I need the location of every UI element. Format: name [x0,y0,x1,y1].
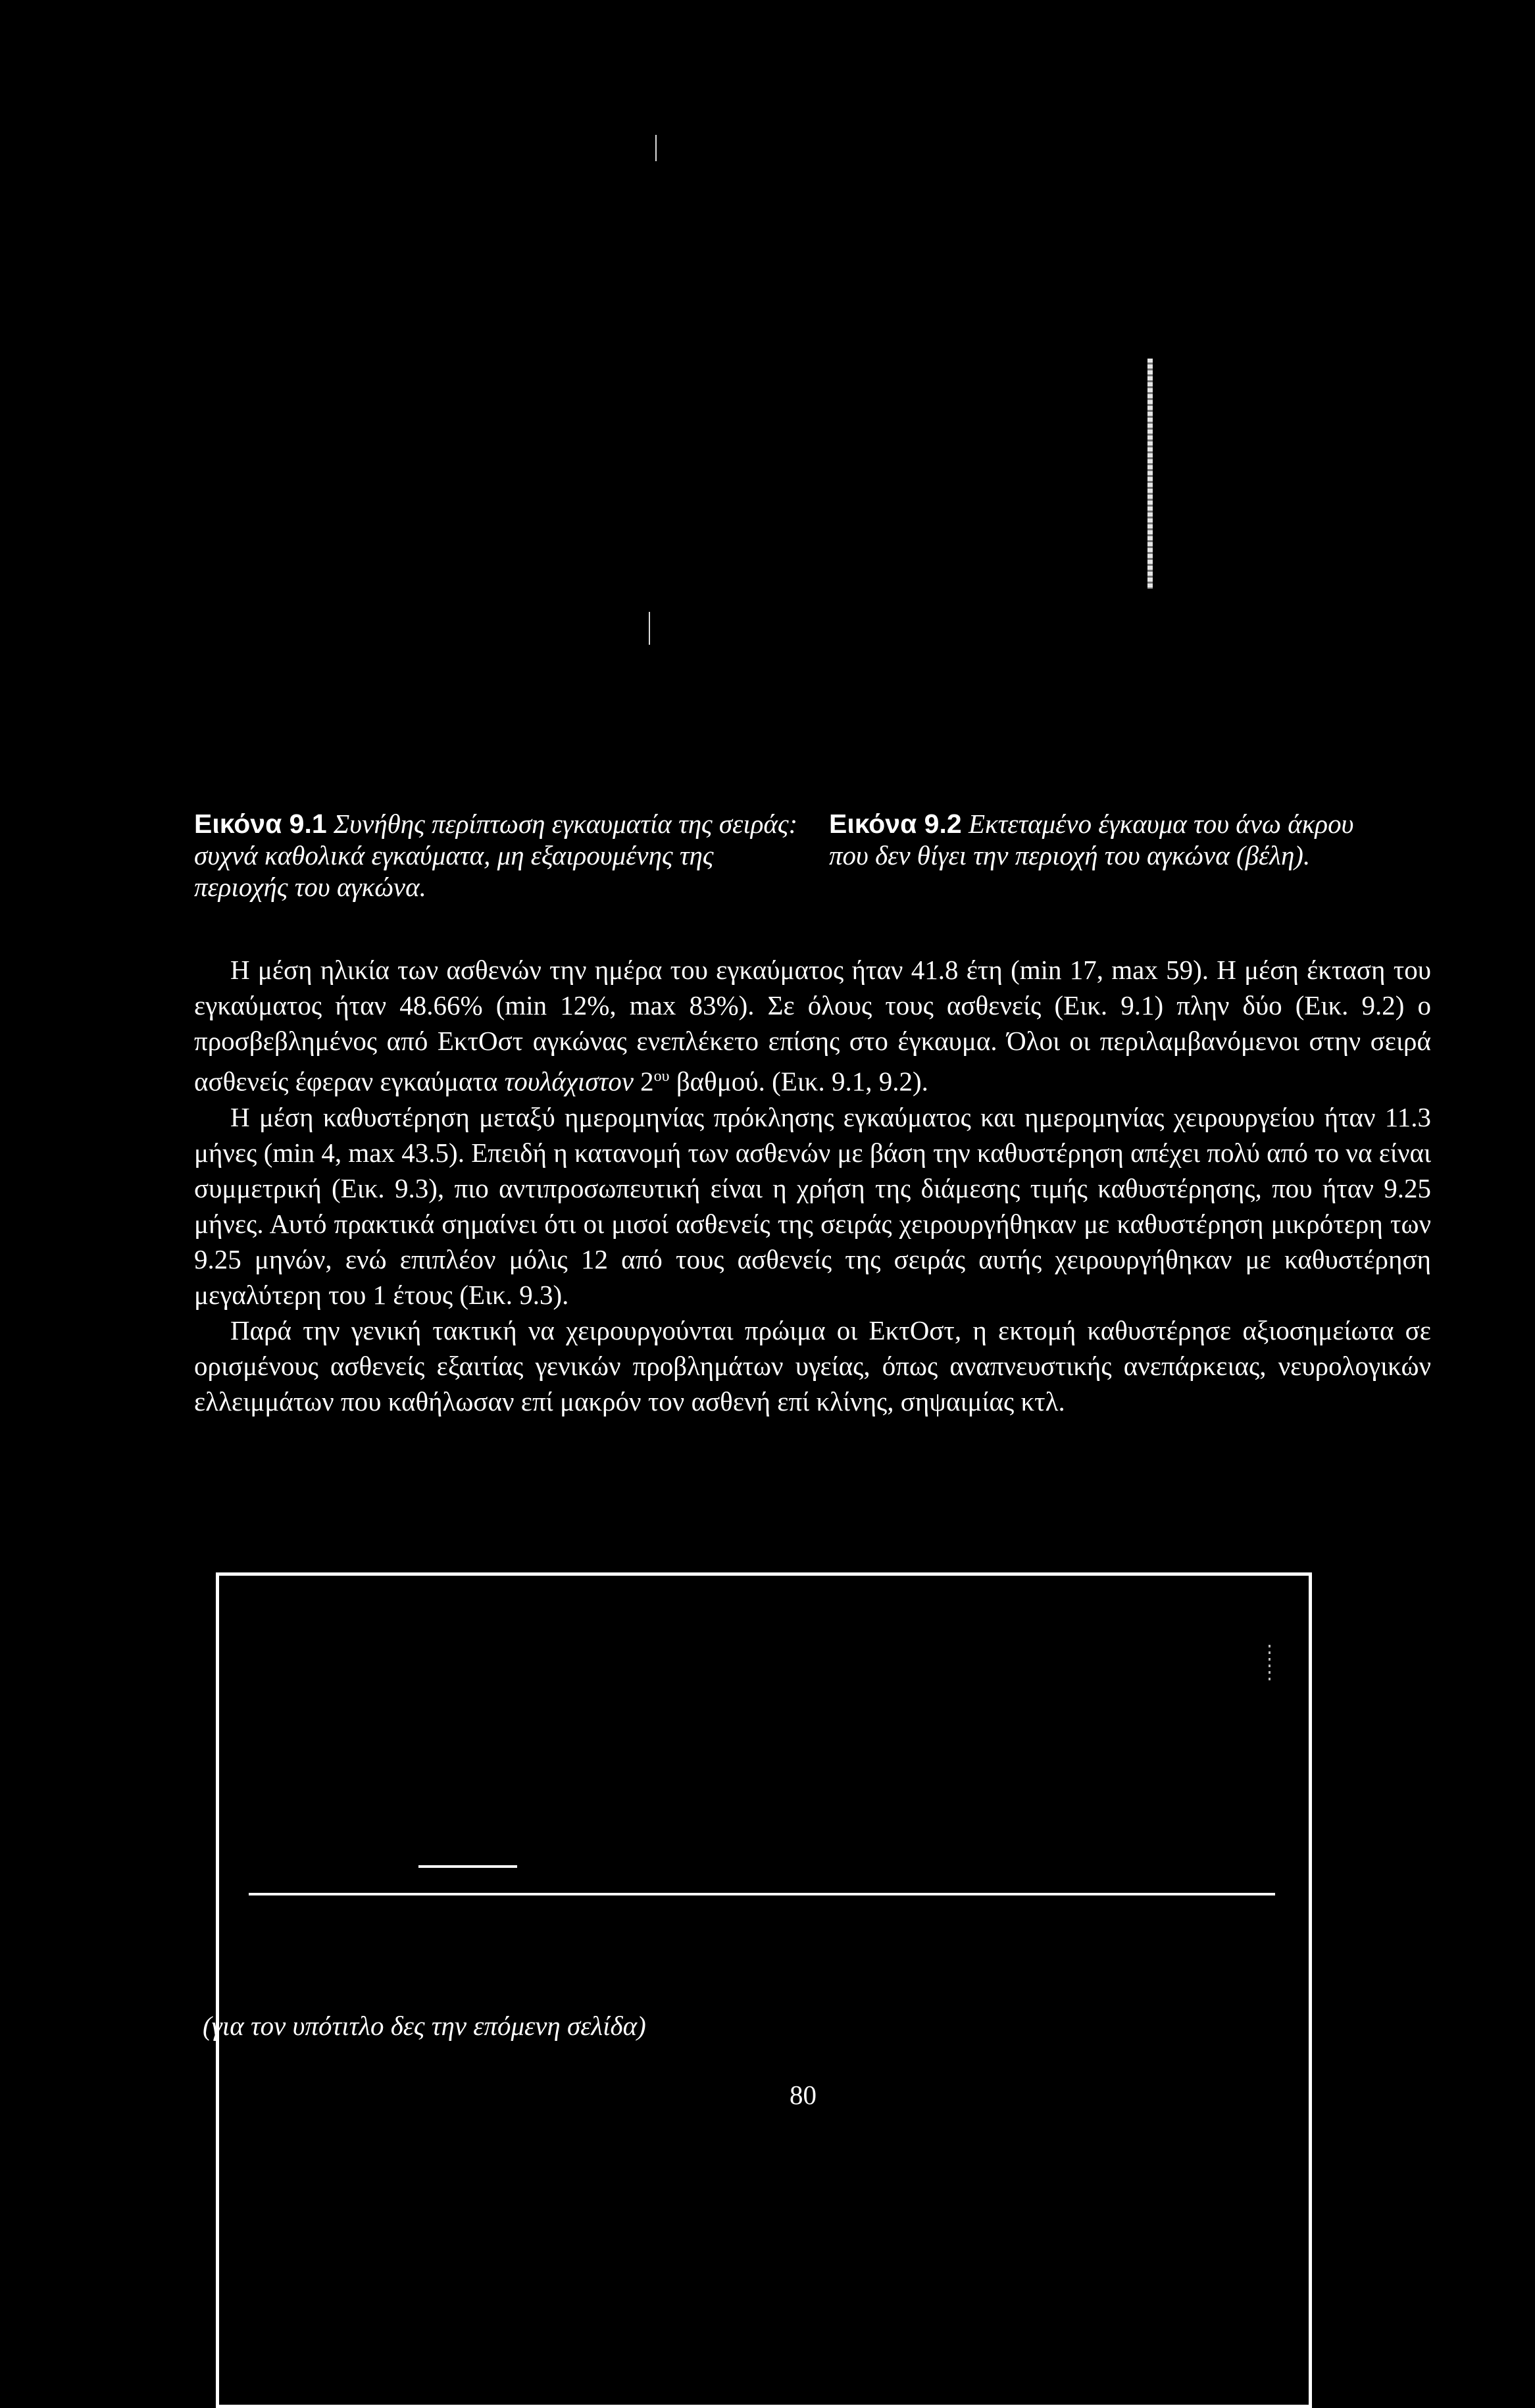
figure-9-2-caption [829,808,1365,871]
figure-9-2-photo [757,0,1535,790]
figure-9-2-label: Εικόνα 9.2 [829,809,962,839]
subcaption-note: (για τον υπότιτλο δες την επόμενη σελίδα) [203,2011,646,2041]
body-text [194,952,1431,1419]
figure-9-1-caption-text: Συνήθης περίπτωση εγκαυματία της σειράς: συχνά καθολικά εγκαύματα, μη εξαιρουμένης της περιοχής του αγκώνα. [194,809,798,902]
paragraph-1-text: Η μέση ηλικία των ασθενών την ημέρα του εγκαύματος ήταν 41.8 έτη (min 17, max 59). Η μέση έκταση του εγκαύματος ήταν 48.66% (min 12%, max 83%). Σε όλους τους ασθενείς (Εικ. 9.1) πλην δύο (Εικ. 9.2) ο προσβεβλημένος από ΕκτΟστ αγκώνας ενεπλέκετο επίσης στο έγκαυμα. Όλοι οι περιλαμβανόμενοι στην σειρά ασθενείς έφεραν εγκαύματα [194,955,1431,1097]
paragraph-1-end: βαθμού. (Εικ. 9.1, 9.2). [669,1066,928,1097]
scan-artifact [649,612,650,645]
figure-9-1-photo [0,0,757,790]
figure-9-3-marker [1269,1645,1271,1684]
page-number: 80 [790,2080,817,2110]
paragraph-2: Η μέση καθυστέρηση μεταξύ ημερομηνίας πρόκλησης εγκαύματος και ημερομηνίας χειρουργείου ήταν 11.3 μήνες (min 4, max 43.5). Επειδή η κατανομή των ασθενών με βάση την καθυστέρηση απέχει πολύ από το να είναι συμμετρική (Εικ. 9.3), πιο αντιπροσωπευτική είναι η χρήση της διάμεσης τιμής καθυστέρησης, που ήταν 9.25 μήνες. Αυτό πρακτικά σημαίνει ότι οι μισοί ασθενείς της σειράς χειρουργήθηκαν με καθυστέρηση μικρότερη των 9.25 μηνών, ενώ επιπλέον μόλις 12 από τους ασθενείς της σειράς αυτής χειρουργήθηκαν με καθυστέρηση μεγαλύτερη του 1 έτους (Εικ. 9.3). [194,1101,1431,1310]
paragraph-3: Παρά την γενική τακτική να χειρουργούνται πρώιμα οι ΕκτΟστ, η εκτομή καθυστέρησε αξιοσημείωτα σε ορισμένους ασθενείς εξαιτίας γενικών προβλημάτων υγείας, όπως αναπνευστικής ανεπάρκειας, νευρολογικών ελλειμμάτων που καθήλωσαν επί μακρόν τον ασθενή επί κλίνης, σηψαιμίας κτλ. [194,1315,1431,1417]
figure-9-2-caption-text: Εκτεταμένο έγκαυμα του άνω άκρου που δεν θίγει την περιοχή του αγκώνα (βέλη). [829,809,1354,870]
paragraph-1-degree: 2 [633,1066,654,1097]
paragraph-1-emphasis: τουλάχιστον [504,1066,634,1097]
figure-captions [194,808,1365,920]
figure-9-3-dash [418,1865,517,1868]
figure-9-3-axis-line [249,1893,1275,1895]
figure-9-3-frame [216,1572,1312,2408]
arrow-marker [1147,359,1153,589]
paragraph-1-superscript: ου [653,1068,670,1085]
figure-9-1-label: Εικόνα 9.1 [194,809,327,839]
paragraph-1 [194,952,1431,1099]
scan-artifact [655,135,657,161]
figure-9-1-caption [194,808,799,903]
